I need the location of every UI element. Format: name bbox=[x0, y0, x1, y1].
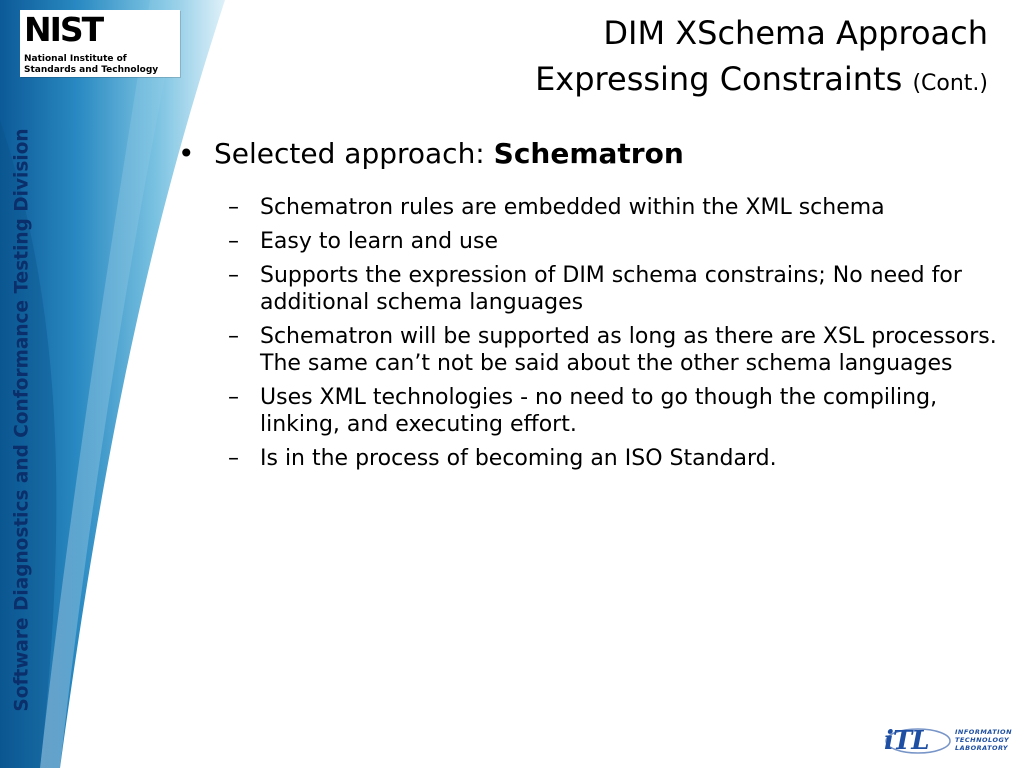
slide-title bbox=[535, 10, 988, 107]
division-caption bbox=[0, 0, 44, 768]
dash-glyph: – bbox=[228, 229, 239, 254]
sub-bullet-list bbox=[228, 194, 998, 472]
dash-glyph: – bbox=[228, 324, 239, 349]
division-caption-text: Software Diagnostics and Conformance Testing Division bbox=[11, 128, 33, 712]
itl-logo-text bbox=[955, 728, 1012, 752]
dash-glyph: – bbox=[228, 263, 239, 288]
itl-logo-mark: iTL bbox=[884, 726, 929, 756]
list-item bbox=[228, 384, 998, 438]
nist-logo-line-1: National Institute of bbox=[24, 54, 127, 64]
list-item-text: Supports the expression of DIM schema constrains; No need for additional schema languages bbox=[260, 263, 962, 315]
dash-glyph: – bbox=[228, 446, 239, 471]
itl-line-2: TECHNOLOGY bbox=[955, 736, 1010, 744]
list-item-text: Is in the process of becoming an ISO Standard. bbox=[260, 446, 777, 471]
list-item bbox=[228, 445, 998, 472]
slide-title-suffix: (Cont.) bbox=[912, 71, 988, 96]
list-item bbox=[228, 262, 998, 316]
itl-logo bbox=[884, 722, 1014, 758]
main-bullet bbox=[178, 136, 998, 172]
list-item-text: Easy to learn and use bbox=[260, 229, 498, 254]
itl-line-1: INFORMATION bbox=[955, 728, 1013, 736]
bullet-glyph: • bbox=[178, 137, 195, 170]
slide-title-line-2 bbox=[535, 56, 988, 107]
dash-glyph: – bbox=[228, 195, 239, 220]
list-item-text: Schematron rules are embedded within the XML schema bbox=[260, 195, 885, 220]
list-item bbox=[228, 194, 998, 221]
list-item bbox=[228, 323, 998, 377]
bullet-bold-text: Schematron bbox=[493, 137, 684, 170]
slide-title-line-1: DIM XSchema Approach bbox=[603, 14, 988, 52]
itl-line-3: LABORATORY bbox=[955, 744, 1009, 752]
nist-logo-mark: NIST bbox=[24, 10, 103, 49]
nist-logo-line-2: Standards and Technology bbox=[24, 65, 159, 75]
list-item-text: Uses XML technologies - no need to go though the compiling, linking, and executing effort. bbox=[260, 385, 938, 437]
bullet-prefix: Selected approach: bbox=[214, 137, 494, 170]
list-item bbox=[228, 228, 998, 255]
dash-glyph: – bbox=[228, 385, 239, 410]
slide-content bbox=[178, 136, 998, 479]
list-item-text: Schematron will be supported as long as there are XSL processors. The same can’t not be said about the other schema languages bbox=[260, 324, 997, 376]
nist-logo bbox=[20, 10, 180, 77]
slide-title-line-2-text: Expressing Constraints bbox=[535, 60, 903, 98]
